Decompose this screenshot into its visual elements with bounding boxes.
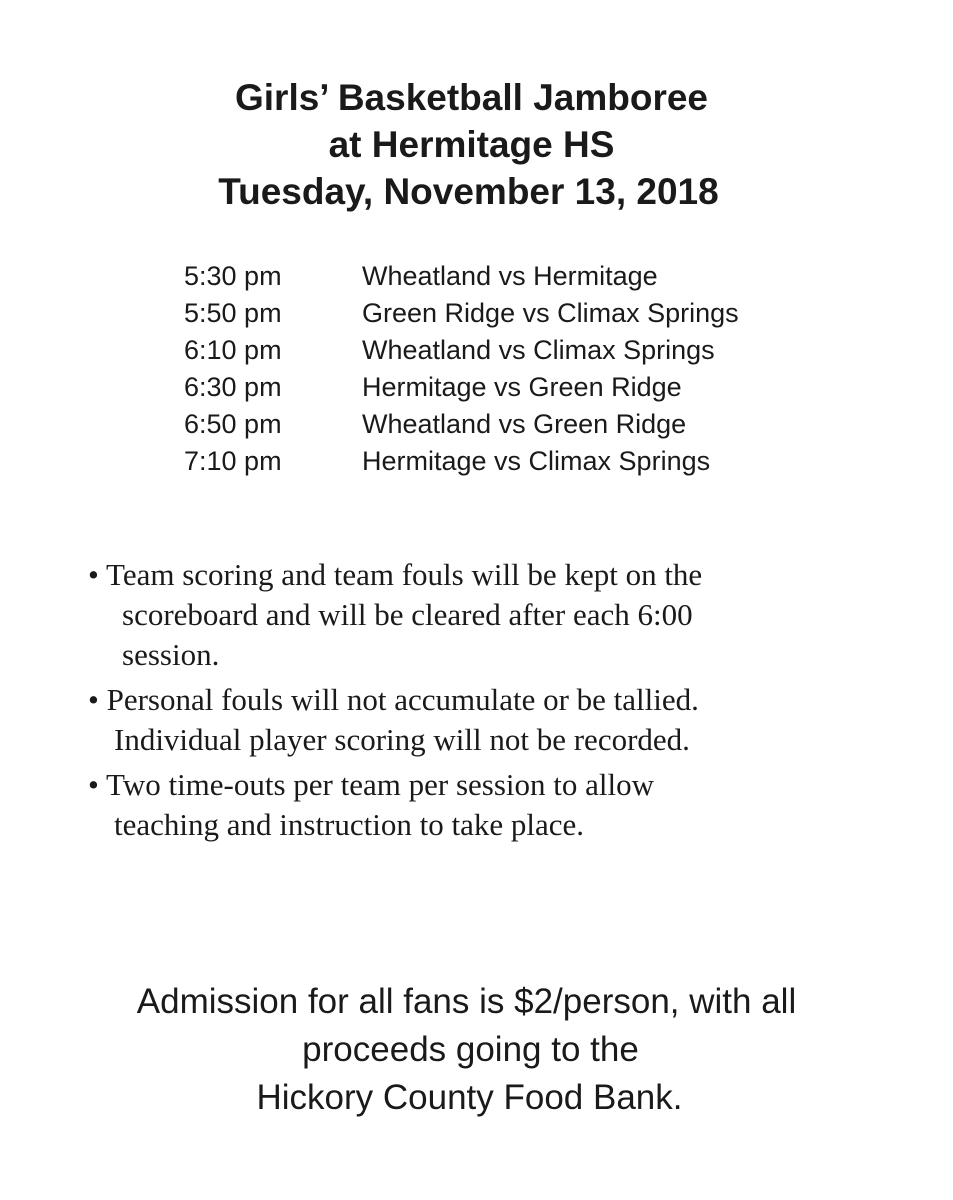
- game-matchup: Wheatland vs Green Ridge: [362, 409, 687, 439]
- rule-item-timeouts: [88, 765, 868, 845]
- rule-text: teaching and instruction to take place.: [114, 807, 584, 842]
- game-matchup: Wheatland vs Climax Springs: [362, 335, 715, 365]
- admission-note: [0, 978, 953, 1122]
- game-matchup: Hermitage vs Climax Springs: [362, 446, 711, 476]
- event-title: [0, 74, 953, 215]
- game-schedule: [184, 258, 739, 480]
- game-matchup: Wheatland vs Hermitage: [362, 261, 658, 291]
- rule-text: • Team scoring and team fouls will be kept on the: [88, 557, 703, 592]
- game-matchup: Green Ridge vs Climax Springs: [362, 298, 739, 328]
- rules-list: [88, 555, 868, 850]
- rule-item-scoring: [88, 555, 868, 675]
- schedule-row: [184, 406, 739, 443]
- rule-text: • Two time-outs per team per session to allow: [88, 767, 655, 802]
- schedule-row: [184, 295, 739, 332]
- admission-beneficiary: Hickory County Food Bank.: [256, 1078, 683, 1117]
- admission-text: proceeds going to the: [302, 1030, 639, 1069]
- game-time: 5:30 pm: [184, 261, 282, 291]
- admission-text: Admission for all fans is $2/person, with all: [136, 982, 797, 1021]
- game-time: 6:30 pm: [184, 372, 282, 402]
- schedule-row: [184, 443, 739, 480]
- event-name: Girls’ Basketball Jamboree: [234, 77, 708, 118]
- rule-text: session.: [122, 637, 220, 672]
- schedule-row: [184, 332, 739, 369]
- rule-item-fouls: [88, 680, 868, 760]
- rule-text: • Personal fouls will not accumulate or be tallied.: [88, 682, 699, 717]
- game-time: 7:10 pm: [184, 446, 282, 476]
- rule-text: scoreboard and will be cleared after each 6:00: [122, 597, 693, 632]
- game-time: 6:10 pm: [184, 335, 282, 365]
- event-date: Tuesday, November 13, 2018: [218, 171, 719, 212]
- game-matchup: Hermitage vs Green Ridge: [362, 372, 682, 402]
- game-time: 5:50 pm: [184, 298, 282, 328]
- rule-text: Individual player scoring will not be recorded.: [114, 722, 690, 757]
- schedule-row: [184, 258, 739, 295]
- event-location: at Hermitage HS: [328, 124, 615, 165]
- game-time: 6:50 pm: [184, 409, 282, 439]
- schedule-row: [184, 369, 739, 406]
